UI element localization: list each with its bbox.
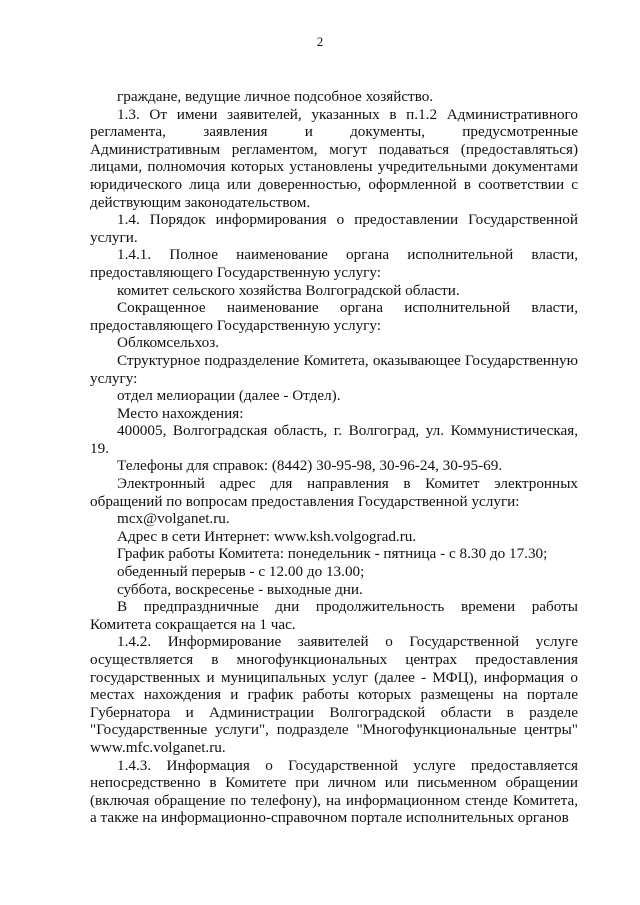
- paragraph: Облкомсельхоз.: [117, 334, 219, 352]
- paragraph: обеденный перерыв - с 12.00 до 13.00;: [117, 563, 365, 581]
- paragraph: суббота, воскресенье - выходные дни.: [117, 580, 363, 598]
- paragraph: Место нахождения:: [117, 404, 244, 422]
- paragraph: 1.3. От имени заявителей, указанных в п.1.2 Административного регламента, заявления и документы, предусмотренные Административным регламентом, могут подаваться (предоставляться) лицами, полномочия которых установлены учредительными документами юридического лица или доверенностью, оформленной в соответствии с действующим законодательством.: [90, 105, 578, 211]
- paragraph: отдел мелиорации (далее - Отдел).: [117, 387, 341, 405]
- paragraph: граждане, ведущие личное подсобное хозяйство.: [117, 88, 434, 105]
- paragraph: Электронный адрес для направления в Комитет электронных обращений по вопросам предоставления Государственной услуги:: [90, 475, 578, 510]
- paragraph: 1.4.2. Информирование заявителей о Государственной услуге осуществляется в многофункциональных центрах предоставления государственных и муниципальных услуг (далее - МФЦ), информация о местах нахождения и график работы которых размещены на портале Губернатора и Администрации Волгоградской области в разделе "Государственные услуги", подразделе "Многофункциональные центры" www.mfc.volganet.ru.: [90, 633, 578, 756]
- paragraph: 1.4.3. Информация о Государственной услуге предоставляется непосредственно в Комитете при личном или письменном обращении (включая обращение по телефону), на информационном стенде Комитета, а также на информационно-справочном портале исполнительных органов: [90, 756, 578, 827]
- website-text: Адрес в сети Интернет: www.ksh.volgograd.ru.: [117, 527, 417, 545]
- paragraph: График работы Комитета: понедельник - пятница - с 8.30 до 17.30;: [117, 545, 548, 563]
- page-number: 2: [316, 34, 324, 49]
- paragraph: комитет сельского хозяйства Волгоградской области.: [117, 281, 460, 299]
- paragraph: 1.4. Порядок информирования о предоставлении Государственной услуги.: [90, 211, 578, 246]
- paragraph: 400005, Волгоградская область, г. Волгоград, ул. Коммунистическая, 19.: [90, 422, 578, 457]
- paragraph: Телефоны для справок: (8442) 30-95-98, 30-96-24, 30-95-69.: [117, 457, 503, 475]
- paragraph: Структурное подразделение Комитета, оказывающее Государственную услугу:: [90, 351, 578, 387]
- document-body: [90, 88, 578, 827]
- paragraph: В предпраздничные дни продолжительность времени работы Комитета сокращается на 1 час.: [90, 598, 578, 633]
- paragraph: 1.4.1. Полное наименование органа исполнительной власти, предоставляющего Государственную услугу:: [90, 246, 578, 281]
- paragraph: Сокращенное наименование органа исполнительной власти, предоставляющего Государственную услугу:: [90, 299, 578, 334]
- email-text: mcx@volganet.ru.: [117, 510, 230, 528]
